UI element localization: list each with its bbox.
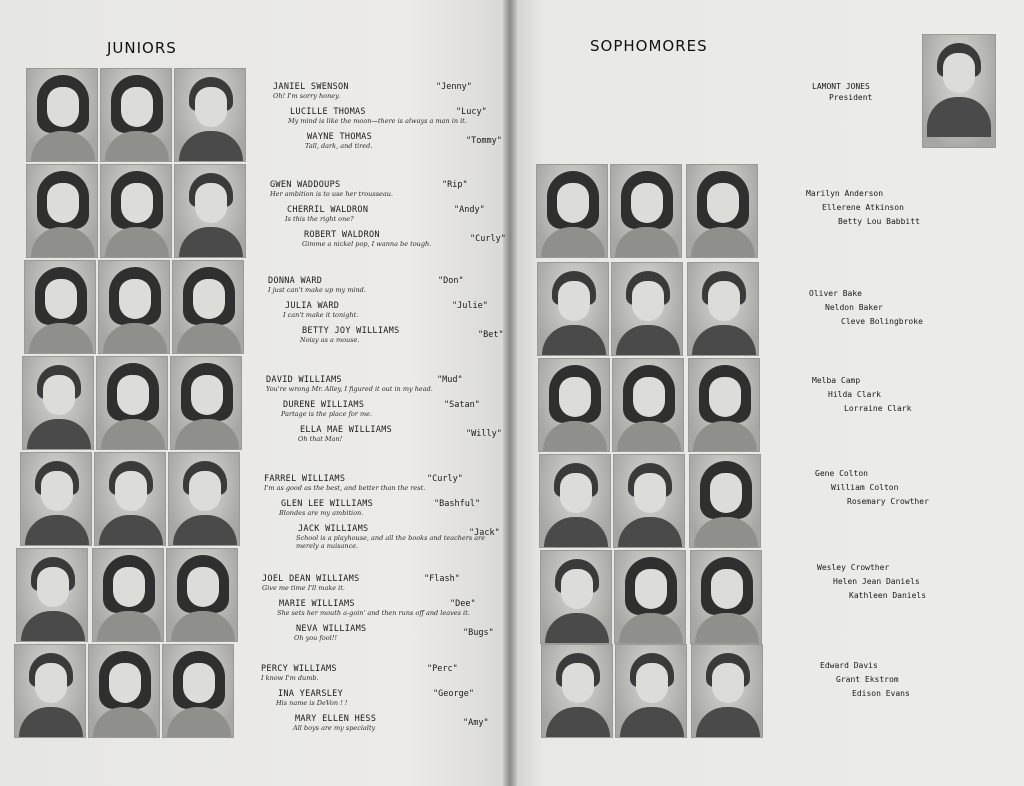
- junior-quote: Partage is the place for me.: [281, 410, 373, 418]
- junior-name: DONNA WARD: [268, 276, 323, 286]
- sophomore-name: Grant Ekstrom: [836, 675, 899, 684]
- junior-quote: Oh you fool!!: [294, 634, 337, 642]
- junior-portrait: [14, 644, 86, 738]
- junior-name: INA YEARSLEY: [278, 689, 344, 699]
- sophomore-name: Cleve Bolingbroke: [841, 317, 923, 326]
- junior-quote: Give me time I'll make it.: [262, 584, 345, 592]
- junior-portrait: [24, 260, 96, 354]
- junior-nickname: "Jenny": [436, 82, 472, 92]
- president-title: President: [829, 93, 873, 102]
- junior-quote: Gimme a nickel pop, I wanna be tough.: [302, 240, 432, 248]
- junior-nickname: "Rip": [442, 180, 468, 190]
- junior-name: PERCY WILLIAMS: [261, 664, 337, 674]
- junior-portrait: [98, 260, 170, 354]
- junior-nickname: "Curly": [427, 474, 463, 484]
- junior-name: LUCILLE THOMAS: [290, 107, 366, 117]
- junior-nickname: "Jack": [469, 528, 500, 538]
- junior-quote: My mind is like the moon—there is always a man in it.: [288, 117, 467, 125]
- sophomore-name: William Colton: [831, 483, 899, 492]
- junior-nickname: "Perc": [427, 664, 458, 674]
- junior-nickname: "Flash": [424, 574, 460, 584]
- junior-portrait: [88, 644, 160, 738]
- junior-quote: I'm as good as the best, and better than the rest.: [264, 484, 426, 492]
- junior-portrait: [172, 260, 244, 354]
- junior-quote: Noisy as a mouse.: [300, 336, 360, 344]
- sophomore-portrait: [540, 550, 612, 644]
- junior-name: CHERRIL WALDRON: [287, 205, 369, 215]
- sophomore-portrait: [691, 644, 763, 738]
- junior-name: DURENE WILLIAMS: [283, 400, 365, 410]
- junior-nickname: "Julie": [452, 301, 488, 311]
- sophomore-portrait: [611, 262, 683, 356]
- junior-name: WAYNE THOMAS: [307, 132, 373, 142]
- junior-nickname: "Mud": [437, 375, 463, 385]
- junior-quote: Oh! I'm sorry honey.: [273, 92, 340, 100]
- sophomore-name: Ellerene Atkinson: [822, 203, 904, 212]
- junior-portrait: [162, 644, 234, 738]
- junior-quote: All boys are my specialty: [293, 724, 376, 732]
- junior-nickname: "Bet": [478, 330, 504, 340]
- sophomore-portrait: [687, 262, 759, 356]
- junior-quote: His name is DeVon ! !: [276, 699, 348, 707]
- junior-nickname: "Andy": [454, 205, 485, 215]
- junior-quote: Blondes are my ambition.: [279, 509, 364, 517]
- sophomore-name: Kathleen Daniels: [849, 591, 927, 600]
- sophomore-name: Neldon Baker: [825, 303, 883, 312]
- junior-portrait: [92, 548, 164, 642]
- sophomore-portrait: [689, 454, 761, 548]
- junior-quote: I know I'm dumb.: [261, 674, 319, 682]
- junior-name: DAVID WILLIAMS: [266, 375, 342, 385]
- sophomore-portrait: [688, 358, 760, 452]
- junior-portrait: [174, 68, 246, 162]
- junior-nickname: "Curly": [470, 234, 506, 244]
- juniors-heading: JUNIORS: [107, 39, 177, 57]
- sophomore-portrait: [690, 550, 762, 644]
- junior-name: JACK WILLIAMS: [298, 524, 369, 534]
- sophomore-name: Edward Davis: [820, 661, 878, 670]
- junior-quote: She sets her mouth a-goin' and then runs off and leaves it.: [277, 609, 470, 617]
- junior-name: GLEN LEE WILLIAMS: [281, 499, 374, 509]
- junior-name: FARREL WILLIAMS: [264, 474, 346, 484]
- sophomores-heading: SOPHOMORES: [590, 37, 708, 55]
- president-photo: [922, 34, 996, 148]
- junior-name: JULIA WARD: [285, 301, 340, 311]
- junior-name: JANIEL SWENSON: [273, 82, 349, 92]
- sophomore-portrait: [538, 358, 610, 452]
- junior-quote: Is this the right one?: [285, 215, 354, 223]
- junior-nickname: "Tommy": [466, 136, 502, 146]
- junior-portrait: [170, 356, 242, 450]
- junior-quote: I can't make it tonight.: [283, 311, 359, 319]
- junior-quote: School is a playhouse, and all the books and teachers are merely a nuisance.: [296, 534, 486, 550]
- junior-portrait: [22, 356, 94, 450]
- junior-portrait: [26, 68, 98, 162]
- junior-nickname: "Bugs": [463, 628, 494, 638]
- junior-nickname: "Bashful": [434, 499, 481, 509]
- junior-nickname: "Satan": [444, 400, 480, 410]
- sophomore-name: Lorraine Clark: [844, 404, 912, 413]
- sophomore-name: Gene Colton: [815, 469, 868, 478]
- junior-portrait: [94, 452, 166, 546]
- junior-name: ELLA MAE WILLIAMS: [300, 425, 393, 435]
- junior-nickname: "Willy": [466, 429, 502, 439]
- junior-name: ROBERT WALDRON: [304, 230, 380, 240]
- sophomore-portrait: [613, 454, 685, 548]
- sophomore-portrait: [541, 644, 613, 738]
- sophomore-name: Oliver Bake: [809, 289, 862, 298]
- sophomore-name: Helen Jean Daniels: [833, 577, 920, 586]
- junior-portrait: [26, 164, 98, 258]
- sophomore-portrait: [686, 164, 758, 258]
- junior-nickname: "Amy": [463, 718, 489, 728]
- sophomore-portrait: [539, 454, 611, 548]
- president-name: LAMONT JONES: [812, 82, 870, 91]
- sophomore-portrait: [615, 644, 687, 738]
- sophomore-portrait: [612, 358, 684, 452]
- sophomore-portrait: [537, 262, 609, 356]
- junior-portrait: [100, 164, 172, 258]
- junior-name: NEVA WILLIAMS: [296, 624, 367, 634]
- junior-portrait: [16, 548, 88, 642]
- book-gutter: [503, 0, 517, 786]
- junior-portrait: [168, 452, 240, 546]
- junior-portrait: [166, 548, 238, 642]
- sophomore-name: Melba Camp: [812, 376, 861, 385]
- junior-portrait: [174, 164, 246, 258]
- junior-name: JOEL DEAN WILLIAMS: [262, 574, 360, 584]
- junior-nickname: "George": [433, 689, 474, 699]
- junior-portrait: [96, 356, 168, 450]
- sophomore-portrait: [614, 550, 686, 644]
- sophomore-name: Edison Evans: [852, 689, 910, 698]
- junior-nickname: "Lucy": [456, 107, 487, 117]
- sophomore-name: Marilyn Anderson: [806, 189, 884, 198]
- junior-name: MARY ELLEN HESS: [295, 714, 377, 724]
- junior-portrait: [100, 68, 172, 162]
- junior-nickname: "Don": [438, 276, 464, 286]
- junior-quote: Her ambition is to use her trousseau.: [270, 190, 394, 198]
- sophomore-portrait: [610, 164, 682, 258]
- junior-quote: You're wrong Mr. Alley, I figured it out in my head.: [266, 385, 433, 393]
- sophomore-name: Hilda Clark: [828, 390, 881, 399]
- junior-quote: Tall, dark, and tired.: [305, 142, 373, 150]
- junior-portrait: [20, 452, 92, 546]
- junior-name: BETTY JOY WILLIAMS: [302, 326, 400, 336]
- junior-nickname: "Dee": [450, 599, 476, 609]
- junior-name: MARIE WILLIAMS: [279, 599, 355, 609]
- sophomore-name: Betty Lou Babbitt: [838, 217, 920, 226]
- sophomore-name: Wesley Crowther: [817, 563, 890, 572]
- sophomore-portrait: [536, 164, 608, 258]
- junior-name: GWEN WADDOUPS: [270, 180, 341, 190]
- junior-quote: Oh that Man!: [298, 435, 343, 443]
- sophomore-name: Rosemary Crowther: [847, 497, 929, 506]
- junior-quote: I just can't make up my mind.: [268, 286, 366, 294]
